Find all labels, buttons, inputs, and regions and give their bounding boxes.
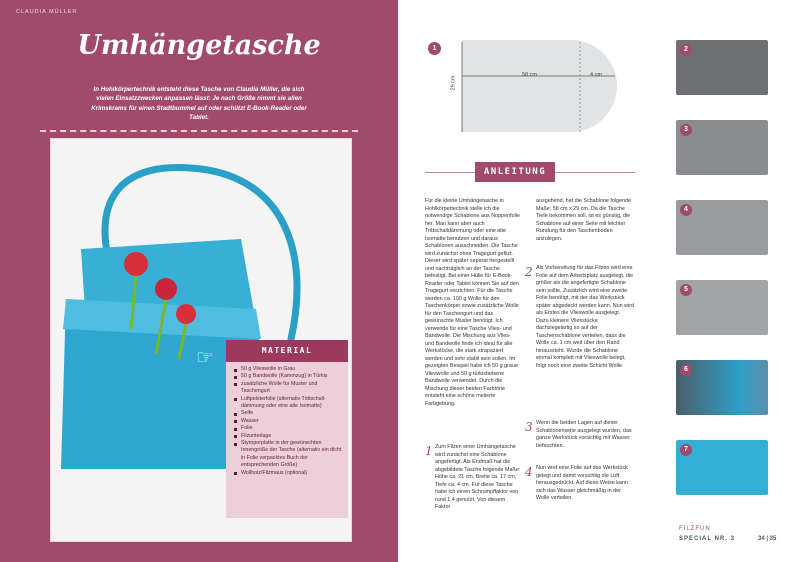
author-name: CLAUDIA MÜLLER [16, 9, 78, 15]
material-item: 50 g Bandwolle (Kammzug) in Türkis [234, 373, 342, 380]
material-item: zusätzliche Wolle für Muster und Taschengurt [234, 381, 342, 396]
pointing-hand-icon: ☞ [196, 347, 214, 369]
template-number-badge: 1 [428, 42, 441, 55]
step-number: 1 [425, 444, 433, 458]
page-title: Umhängetasche [77, 30, 321, 61]
dashed-divider [40, 130, 358, 132]
issue-label: SPECIAL NR. 3 [679, 536, 735, 542]
photo-badge: 3 [680, 124, 692, 136]
step-number: 3 [525, 420, 533, 434]
template-height-label: 29 cm [450, 75, 457, 91]
step-3-text: Wenn die beiden Lagen auf dieser Schablonenseite ausgelegt wurden, das ganze Werkstück vorsichtig mit Wasser befeuchten. [536, 420, 632, 449]
material-item: Wollholz/Filzmaus (optional) [234, 470, 342, 477]
intro-column: Für die kleine Umhängetasche in Hohlkörpertechnik stelle ich die notwendige Schablone aus Noppenfolie her. Man kann aber auch Trittschalldämmung oder eine alte Isomatte benutzen und daraus Schablonen ausschneiden. Die Tasche wird zunächst ohne Tragegurt gefilzt. Dieser wird später separat hergestellt und nachträglich an der Tasche befestigt. Bei einer Hülle für E-Book-Reader oder Tablet können Sie auf den Tragegurt verzichten. Für die Tasche werden ca. 100 g Wolle für den Taschenkörper sowie zusätzliche Wolle für den Taschengurt und das gewünschte Muster benötigt. Ich verwende für eine Tasche Vlies- und Bandwolle. Die Mischung aus Vlies- und Bandwolle finde ich ideal für alle Werkstücke, die stark strapaziert werden und sehr stabil sein sollen. Im gezeigten Beispiel habe ich 50 g graue Vlieswolle und 50 g türkisfarbene Bandwolle verwendet. Durch die Mischung dieser beiden Farbtöne entsteht eine schöne melierte Farbgebung. [425, 198, 521, 407]
material-item: 50 g Vlieswolle in Grau [234, 366, 342, 373]
magazine-name: FILZFUN [679, 526, 711, 532]
material-item: Wasser [234, 418, 342, 425]
material-item: Styroporplatte in der gewünschten Innengröße der Tasche (alternativ ein dicht in Folie verpacktes Buch der entsprechenden Größe) [234, 440, 342, 470]
material-heading: MATERIAL [226, 340, 348, 362]
material-list [234, 366, 342, 477]
photo-badge: 6 [680, 364, 692, 376]
photo-badge: 2 [680, 44, 692, 56]
anleitung-heading: ANLEITUNG [475, 162, 555, 182]
material-item: Folie [234, 425, 342, 432]
photo-badge: 7 [680, 444, 692, 456]
photo-badge: 5 [680, 284, 692, 296]
photo-badge: 4 [680, 204, 692, 216]
material-item: Luftpolsterfolie (alternativ Trittschall-dämmung oder eine alte Isomatte) [234, 396, 342, 411]
page-numbers: 34 | 35 [758, 536, 777, 542]
material-item: Seife [234, 410, 342, 417]
step-1-continued: ausgehend, hat die Schablone folgende Maße: 58 cm x 29 cm. Da die Tasche Tiefe bekommen soll, ist es günstig, die Schablone auf einer Seite mit leichter Rundung für den Taschenboden anzulegen. [536, 198, 632, 242]
template-width-label: 58 cm [522, 72, 537, 78]
step-number: 2 [525, 265, 533, 279]
step-number: 4 [525, 465, 533, 479]
template-extra-label: 4 cm [590, 72, 602, 78]
step-1-text: Zum Filzen einer Umhängetasche wird zunächst eine Schablone angefertigt. Als Endmaß hat die abgebildete Tasche folgende Maße: Höhe ca. 21 cm, Breite ca. 17 cm, Tiefe ca. 4 cm. Für diese Tasche habe ich einen Schrumpffaktor von rund 1,4 genutzt. Von diesem Faktor [435, 444, 521, 510]
material-item: Filzunterlage [234, 433, 342, 440]
intro-text: In Hohlkörpertechnik entsteht diese Tasche von Claudia Müller, die sich vielen Einsatzzwecken anpassen lässt: Je nach Größe nimmt sie allen Krimskrams für einen Stadtbummel auf oder schützt E-Book-Reader oder Tablet. [91, 86, 307, 122]
step-2-text: Als Vorbereitung für das Filzen wird eine Folie auf dem Arbeitsplatz ausgelegt, die größer als die angefertigte Schablone sein sollte. Zusätzlich wird eine zweite Folie benötigt, mit der das Werkstück später abgedeckt werden kann. Nun wird als Erstes die Vlieswolle ausgelegt. Dazu kleinere Vliesstücke dachziegelartig so auf der Taschenschablone verteilen, dass die Wolle ca. 1 cm weit über den Rand hinaussteht. Wurde die Schablone einmal komplett mit Vlieswolle belegt, folgt noch eine zweite Schicht Wolle. [536, 265, 634, 369]
step-4-text: Nun wird eine Folie auf das Werkstück gelegt und damit vorsichtig die Luft herausgedrückt. Auf diese Weise kann sich das Wasser gleichmäßig in der Wolle verteilen. [536, 465, 628, 501]
template-measure-lines [440, 38, 630, 138]
